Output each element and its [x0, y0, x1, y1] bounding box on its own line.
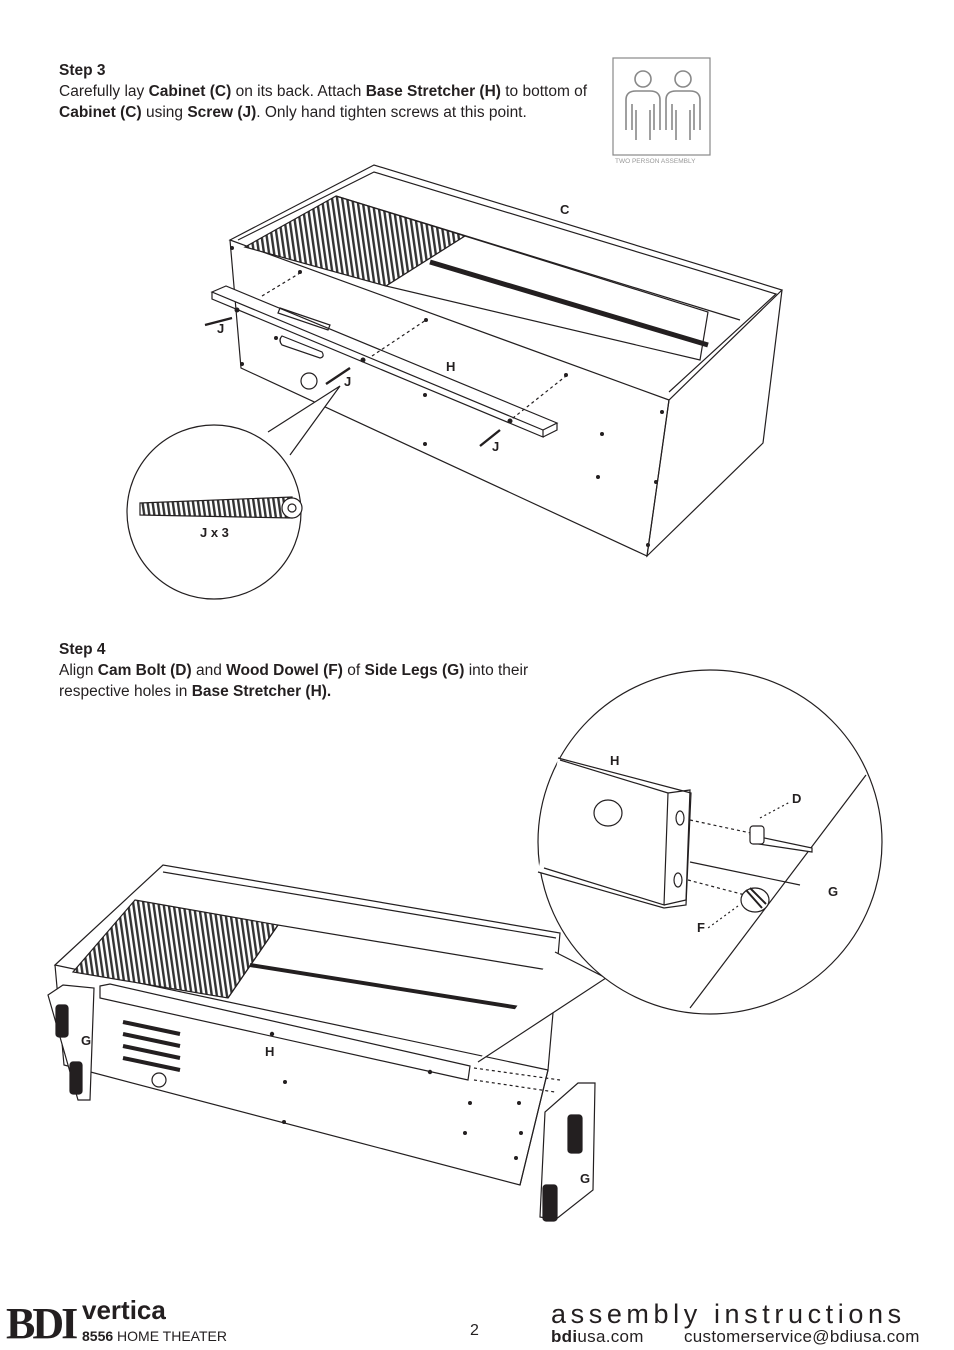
instruction-segment: to bottom of — [500, 83, 588, 100]
instruction-segment: Side Legs (G) — [364, 662, 465, 679]
label-screw-count: J x 3 — [200, 525, 229, 540]
instruction-segment: Cam Bolt (D) — [97, 662, 192, 679]
zoom-label-side-leg-g: G — [828, 884, 839, 899]
step-4-diagram — [48, 670, 882, 1221]
website-rest: usa.com — [577, 1327, 644, 1346]
model-number: 8556 — [82, 1328, 114, 1344]
model-name: HOME THEATER — [117, 1328, 227, 1344]
support-email-link[interactable]: customerservice@bdiusa.com — [684, 1327, 920, 1346]
instruction-segment: Base Stretcher (H). — [191, 683, 332, 700]
product-name: vertica — [82, 1295, 166, 1325]
instruction-segment: on its back. Attach — [231, 83, 366, 100]
label-screw-j-1: J — [217, 321, 225, 336]
zoom-label-stretcher-h: H — [610, 753, 620, 768]
instruction-segment: Wood Dowel (F) — [226, 662, 343, 679]
label-stretcher-h-step4: H — [265, 1044, 275, 1059]
instruction-segment: Carefully lay — [59, 83, 149, 100]
label-screw-j-3: J — [492, 439, 500, 454]
instruction-segment: Align — [59, 662, 98, 679]
instruction-segment: Cabinet (C) — [148, 83, 232, 100]
label-side-leg-g-right: G — [580, 1171, 591, 1186]
website-bold: bdi — [551, 1327, 578, 1346]
step-4-title: Step 4 — [59, 641, 106, 658]
instruction-segment: Screw (J) — [187, 104, 257, 121]
label-screw-j-2: J — [344, 374, 352, 389]
instruction-segment: Base Stretcher (H) — [365, 83, 501, 100]
document-title: assembly instructions — [551, 1299, 906, 1329]
instruction-segment: and — [191, 662, 227, 679]
model-line — [82, 1328, 227, 1344]
two-person-icon — [613, 58, 710, 165]
step-3-title: Step 3 — [59, 62, 106, 79]
instruction-segment: into their respective holes in — [59, 662, 529, 700]
label-stretcher-h: H — [446, 359, 456, 374]
instruction-segment: . Only hand tighten screws at this point. — [256, 104, 527, 121]
bdi-logo: BDI — [6, 1299, 76, 1348]
label-side-leg-g-left: G — [81, 1033, 92, 1048]
zoom-label-dowel-f: F — [697, 920, 705, 935]
page-number: 2 — [470, 1322, 479, 1339]
two-person-caption: TWO PERSON ASSEMBLY — [615, 158, 696, 165]
zoom-label-cam-bolt-d: D — [792, 791, 802, 806]
label-cabinet-c: C — [560, 202, 570, 217]
instruction-segment: Cabinet (C) — [59, 104, 142, 121]
instruction-segment: of — [342, 662, 365, 679]
website-link[interactable] — [551, 1327, 644, 1347]
instruction-segment: using — [141, 104, 188, 121]
